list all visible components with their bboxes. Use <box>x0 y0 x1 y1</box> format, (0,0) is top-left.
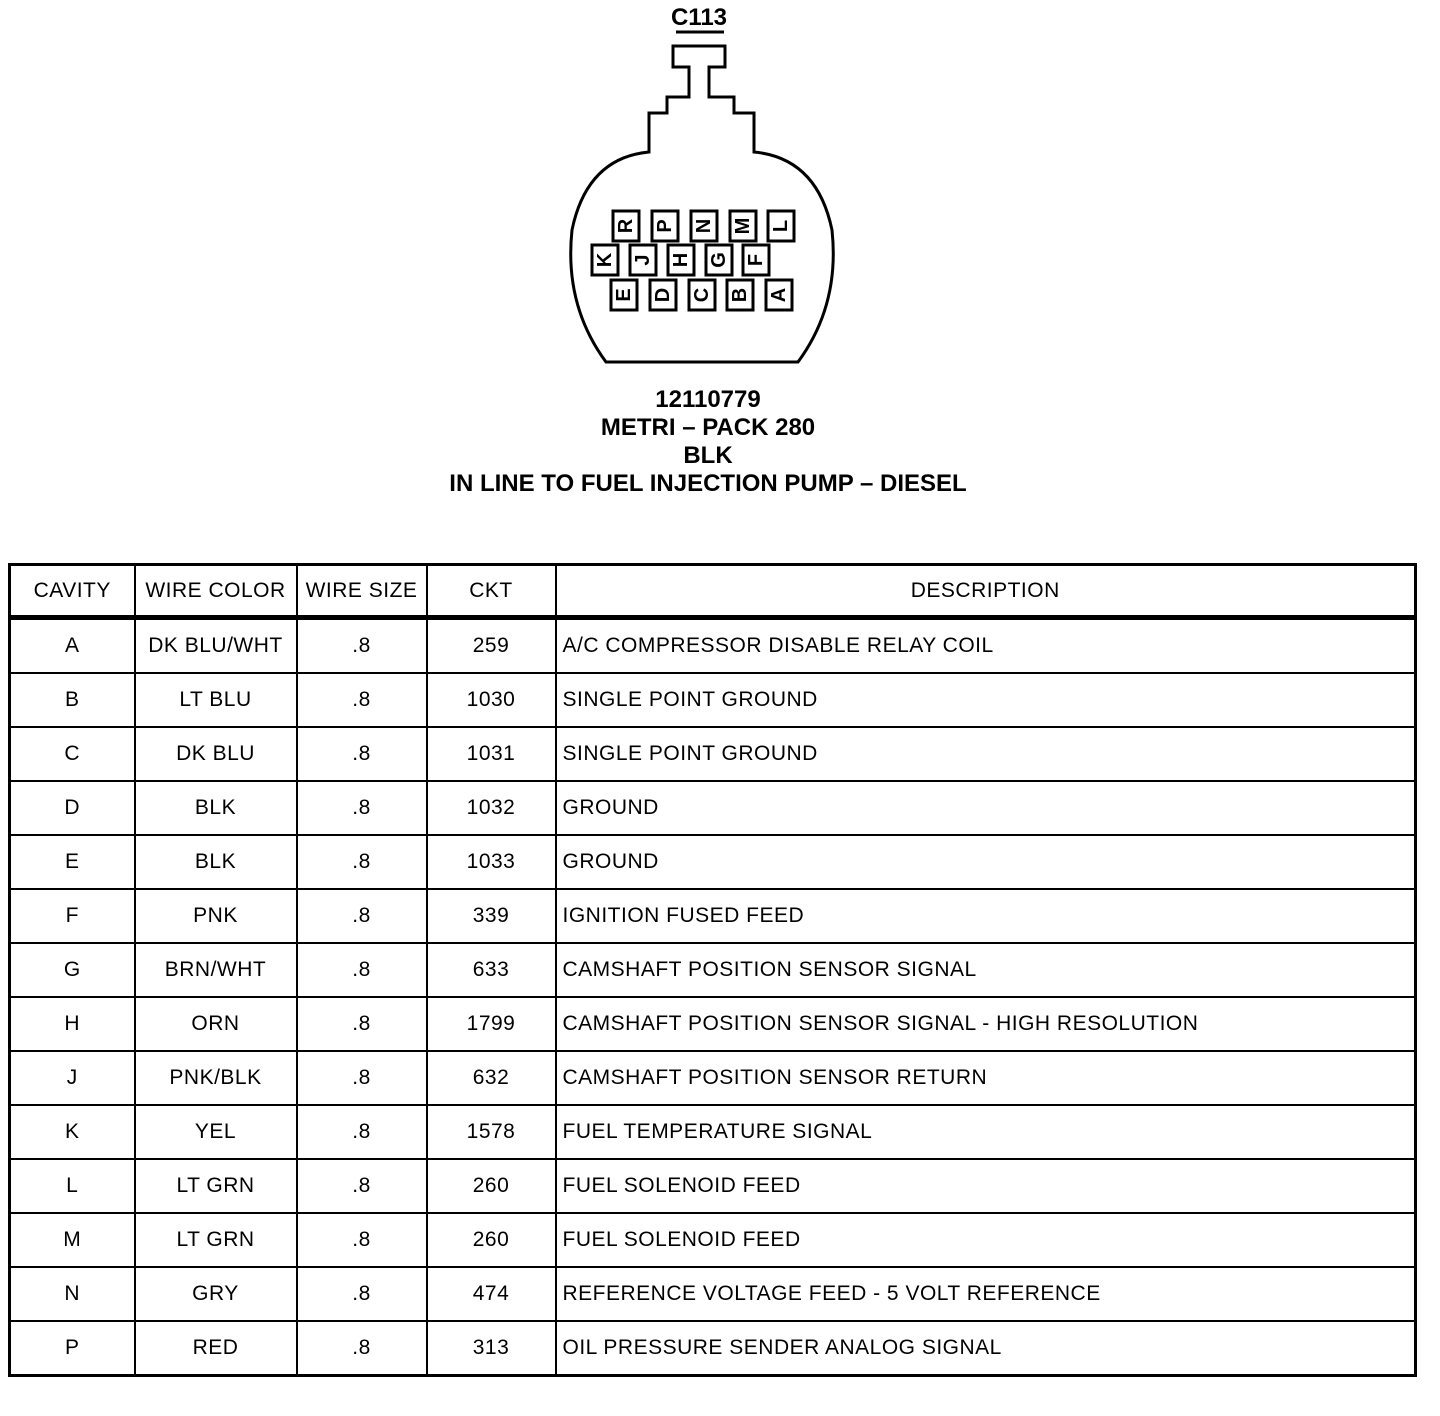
ckt-cell: 1032 <box>427 781 556 835</box>
wire-size-cell: .8 <box>297 1105 427 1159</box>
cavity-cell: J <box>10 1051 135 1105</box>
wire-color-cell: YEL <box>135 1105 297 1159</box>
header-wire-color: WIRE COLOR <box>135 565 297 618</box>
cavity-cell: P <box>10 1321 135 1376</box>
pin-b-label: B <box>729 287 751 303</box>
wire-color-cell: PNK/BLK <box>135 1051 297 1105</box>
table-row <box>10 1051 1416 1105</box>
ckt-cell: 633 <box>427 943 556 997</box>
wire-color-cell: DK BLU/WHT <box>135 618 297 674</box>
table-header-row <box>10 565 1416 618</box>
wire-color-cell: LT GRN <box>135 1213 297 1267</box>
cavity-cell: K <box>10 1105 135 1159</box>
description-cell: GROUND <box>556 781 1416 835</box>
cavity-cell: L <box>10 1159 135 1213</box>
description-cell: FUEL SOLENOID FEED <box>556 1213 1416 1267</box>
connector-color: BLK <box>683 442 733 469</box>
ckt-cell: 259 <box>427 618 556 674</box>
header-wire-size: WIRE SIZE <box>297 565 427 618</box>
pin-c-label: C <box>691 287 713 303</box>
cavity-cell: D <box>10 781 135 835</box>
wire-size-cell: .8 <box>297 943 427 997</box>
description-cell: SINGLE POINT GROUND <box>556 673 1416 727</box>
cavity-cell: A <box>10 618 135 674</box>
description-cell: SINGLE POINT GROUND <box>556 727 1416 781</box>
description-cell: CAMSHAFT POSITION SENSOR RETURN <box>556 1051 1416 1105</box>
ckt-cell: 260 <box>427 1213 556 1267</box>
connector-caption <box>0 386 1416 498</box>
table-row <box>10 727 1416 781</box>
table-row <box>10 1159 1416 1213</box>
wire-size-cell: .8 <box>297 673 427 727</box>
pin-r-label: R <box>615 218 637 234</box>
table-row <box>10 997 1416 1051</box>
cavity-cell: G <box>10 943 135 997</box>
cavity-cell: E <box>10 835 135 889</box>
description-cell: FUEL TEMPERATURE SIGNAL <box>556 1105 1416 1159</box>
pin-h-label: H <box>670 252 692 268</box>
pin-l-label: L <box>770 219 792 233</box>
cavity-cell: F <box>10 889 135 943</box>
description-cell: OIL PRESSURE SENDER ANALOG SIGNAL <box>556 1321 1416 1376</box>
pin-p-label: P <box>654 219 676 233</box>
cavity-cell: H <box>10 997 135 1051</box>
description-cell: FUEL SOLENOID FEED <box>556 1159 1416 1213</box>
wire-size-cell: .8 <box>297 1159 427 1213</box>
wire-color-cell: DK BLU <box>135 727 297 781</box>
ckt-cell: 1578 <box>427 1105 556 1159</box>
pin-k-label: K <box>594 252 616 268</box>
pin-n-label: N <box>693 218 715 234</box>
pin-j-label: J <box>632 254 654 266</box>
connector-location: IN LINE TO FUEL INJECTION PUMP – DIESEL <box>449 470 967 497</box>
table-row <box>10 943 1416 997</box>
wire-size-cell: .8 <box>297 781 427 835</box>
pin-a-label: A <box>768 287 790 303</box>
ckt-cell: 632 <box>427 1051 556 1105</box>
part-number: 12110779 <box>655 386 761 413</box>
description-cell: GROUND <box>556 835 1416 889</box>
connector-pins <box>592 211 794 310</box>
pin-g-label: G <box>708 252 730 268</box>
description-cell: A/C COMPRESSOR DISABLE RELAY COIL <box>556 618 1416 674</box>
pinout-table-body <box>10 618 1416 1376</box>
description-cell: IGNITION FUSED FEED <box>556 889 1416 943</box>
pin-m-label: M <box>732 217 754 235</box>
table-row <box>10 618 1416 674</box>
connector-series: METRI – PACK 280 <box>600 414 816 441</box>
ckt-cell: 1033 <box>427 835 556 889</box>
pin-e-label: E <box>613 288 635 302</box>
table-row <box>10 673 1416 727</box>
ckt-cell: 1031 <box>427 727 556 781</box>
header-ckt: CKT <box>427 565 556 618</box>
cavity-cell: M <box>10 1213 135 1267</box>
pinout-table <box>8 563 1417 1377</box>
wire-color-cell: GRY <box>135 1267 297 1321</box>
table-row <box>10 889 1416 943</box>
table-row <box>10 1267 1416 1321</box>
wire-size-cell: .8 <box>297 835 427 889</box>
pin-f-label: F <box>745 253 767 267</box>
pin-d-label: D <box>652 287 674 303</box>
wire-size-cell: .8 <box>297 618 427 674</box>
description-cell: CAMSHAFT POSITION SENSOR SIGNAL <box>556 943 1416 997</box>
wire-color-cell: ORN <box>135 997 297 1051</box>
wire-color-cell: BLK <box>135 835 297 889</box>
header-cavity: CAVITY <box>10 565 135 618</box>
table-row <box>10 781 1416 835</box>
description-cell: REFERENCE VOLTAGE FEED - 5 VOLT REFERENCE <box>556 1267 1416 1321</box>
wire-size-cell: .8 <box>297 889 427 943</box>
connector-id: C113 <box>670 4 728 31</box>
ckt-cell: 1799 <box>427 997 556 1051</box>
wire-size-cell: .8 <box>297 997 427 1051</box>
table-row <box>10 1213 1416 1267</box>
wire-color-cell: LT GRN <box>135 1159 297 1213</box>
table-row <box>10 1321 1416 1376</box>
wire-size-cell: .8 <box>297 1267 427 1321</box>
wire-color-cell: LT BLU <box>135 673 297 727</box>
cavity-cell: N <box>10 1267 135 1321</box>
ckt-cell: 474 <box>427 1267 556 1321</box>
ckt-cell: 260 <box>427 1159 556 1213</box>
wire-size-cell: .8 <box>297 727 427 781</box>
ckt-cell: 1030 <box>427 673 556 727</box>
wire-color-cell: BRN/WHT <box>135 943 297 997</box>
wire-size-cell: .8 <box>297 1213 427 1267</box>
ckt-cell: 313 <box>427 1321 556 1376</box>
ckt-cell: 339 <box>427 889 556 943</box>
wire-size-cell: .8 <box>297 1321 427 1376</box>
wire-color-cell: RED <box>135 1321 297 1376</box>
connector-outline <box>571 46 834 362</box>
table-row <box>10 1105 1416 1159</box>
wire-color-cell: PNK <box>135 889 297 943</box>
wire-size-cell: .8 <box>297 1051 427 1105</box>
cavity-cell: C <box>10 727 135 781</box>
wire-color-cell: BLK <box>135 781 297 835</box>
table-row <box>10 835 1416 889</box>
header-description: DESCRIPTION <box>556 565 1416 618</box>
description-cell: CAMSHAFT POSITION SENSOR SIGNAL - HIGH RESOLUTION <box>556 997 1416 1051</box>
cavity-cell: B <box>10 673 135 727</box>
